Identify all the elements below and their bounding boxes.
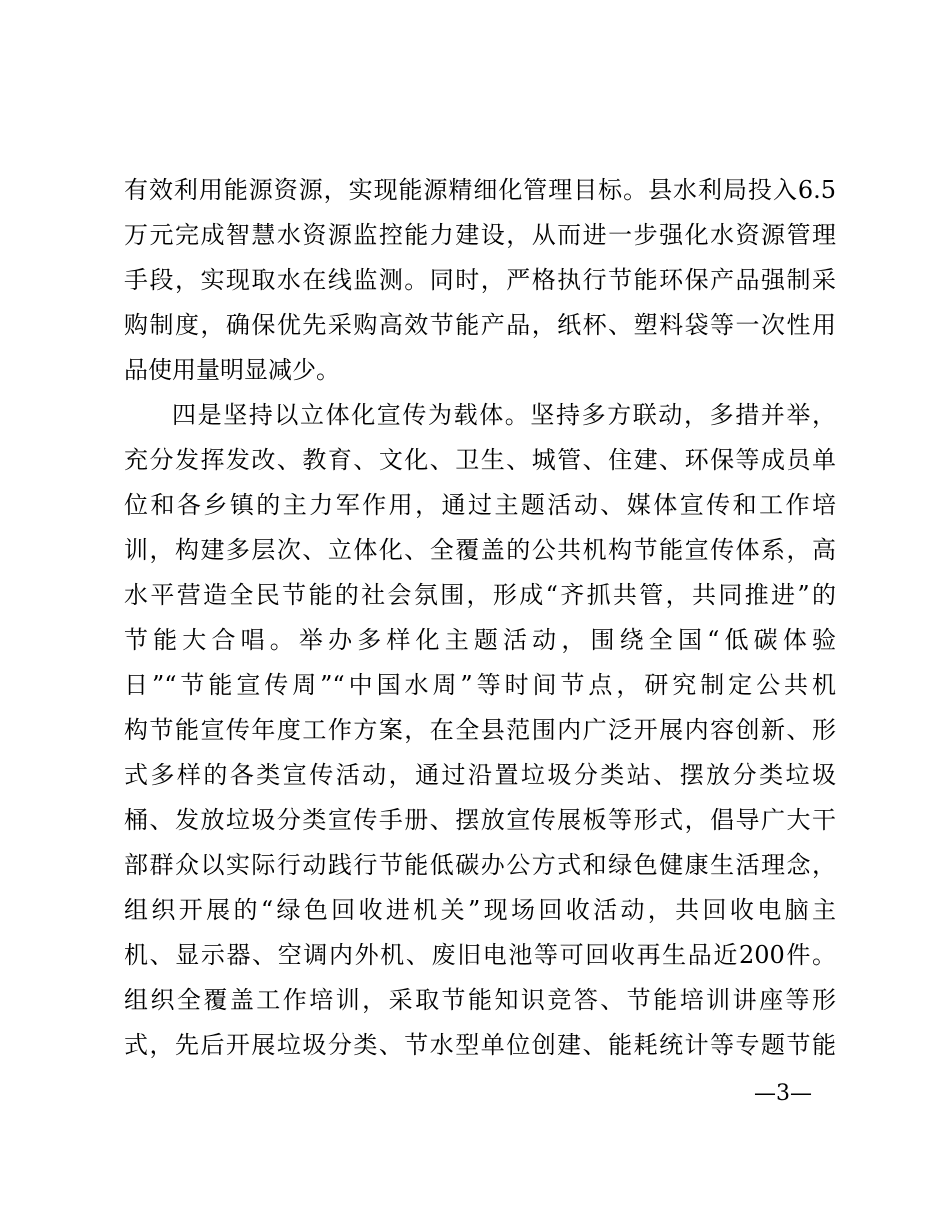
body-line-1: 有效利用能源资源，实现能源精细化管理目标。县水利局投入6.5 — [124, 176, 836, 204]
body-line-15: 桶、发放垃圾分类宣传手册、摆放宣传展板等形式，倡导广大干 — [124, 806, 836, 834]
body-line-18: 机、显示器、空调内外机、废旧电池等可回收再生品近200件。 — [124, 941, 836, 969]
body-line-2: 万元完成智慧水资源监控能力建设，从而进一步强化水资源管理 — [124, 221, 836, 249]
body-line-12: 日”“节能宣传周”“中国水周”等时间节点，研究制定公共机 — [124, 671, 836, 699]
body-line-20: 式，先后开展垃圾分类、节水型单位创建、能耗统计等专题节能 — [124, 1031, 836, 1059]
body-line-19: 组织全覆盖工作培训，采取节能知识竞答、节能培训讲座等形 — [124, 986, 836, 1014]
body-line-11: 节能大合唱。举办多样化主题活动，围绕全国“低碳体验 — [124, 626, 836, 654]
body-line-4: 购制度，确保优先采购高效节能产品，纸杯、塑料袋等一次性用 — [124, 311, 836, 339]
body-line-5: 品使用量明显减少。 — [124, 356, 340, 384]
body-line-13: 构节能宣传年度工作方案，在全县范围内广泛开展内容创新、形 — [124, 716, 836, 744]
body-line-9: 训，构建多层次、立体化、全覆盖的公共机构节能宣传体系，高 — [124, 536, 836, 564]
body-line-14: 式多样的各类宣传活动，通过沿置垃圾分类站、摆放分类垃圾 — [124, 761, 836, 789]
page-number: —3— — [754, 1081, 812, 1106]
body-line-16: 部群众以实际行动践行节能低碳办公方式和绿色健康生活理念， — [124, 851, 836, 879]
body-line-17: 组织开展的“绿色回收进机关”现场回收活动，共回收电脑主 — [124, 896, 836, 924]
body-line-10: 水平营造全民节能的社会氛围，形成“齐抓共管，共同推进”的 — [124, 581, 836, 609]
paragraph-4-line-1: 四是坚持以立体化宣传为载体。坚持多方联动，多措并举， — [172, 401, 836, 429]
body-line-3: 手段，实现取水在线监测。同时，严格执行节能环保产品强制采 — [124, 266, 836, 294]
body-line-8: 位和各乡镇的主力军作用，通过主题活动、媒体宣传和工作培 — [124, 491, 836, 519]
body-line-7: 充分发挥发改、教育、文化、卫生、城管、住建、环保等成员单 — [124, 446, 836, 474]
